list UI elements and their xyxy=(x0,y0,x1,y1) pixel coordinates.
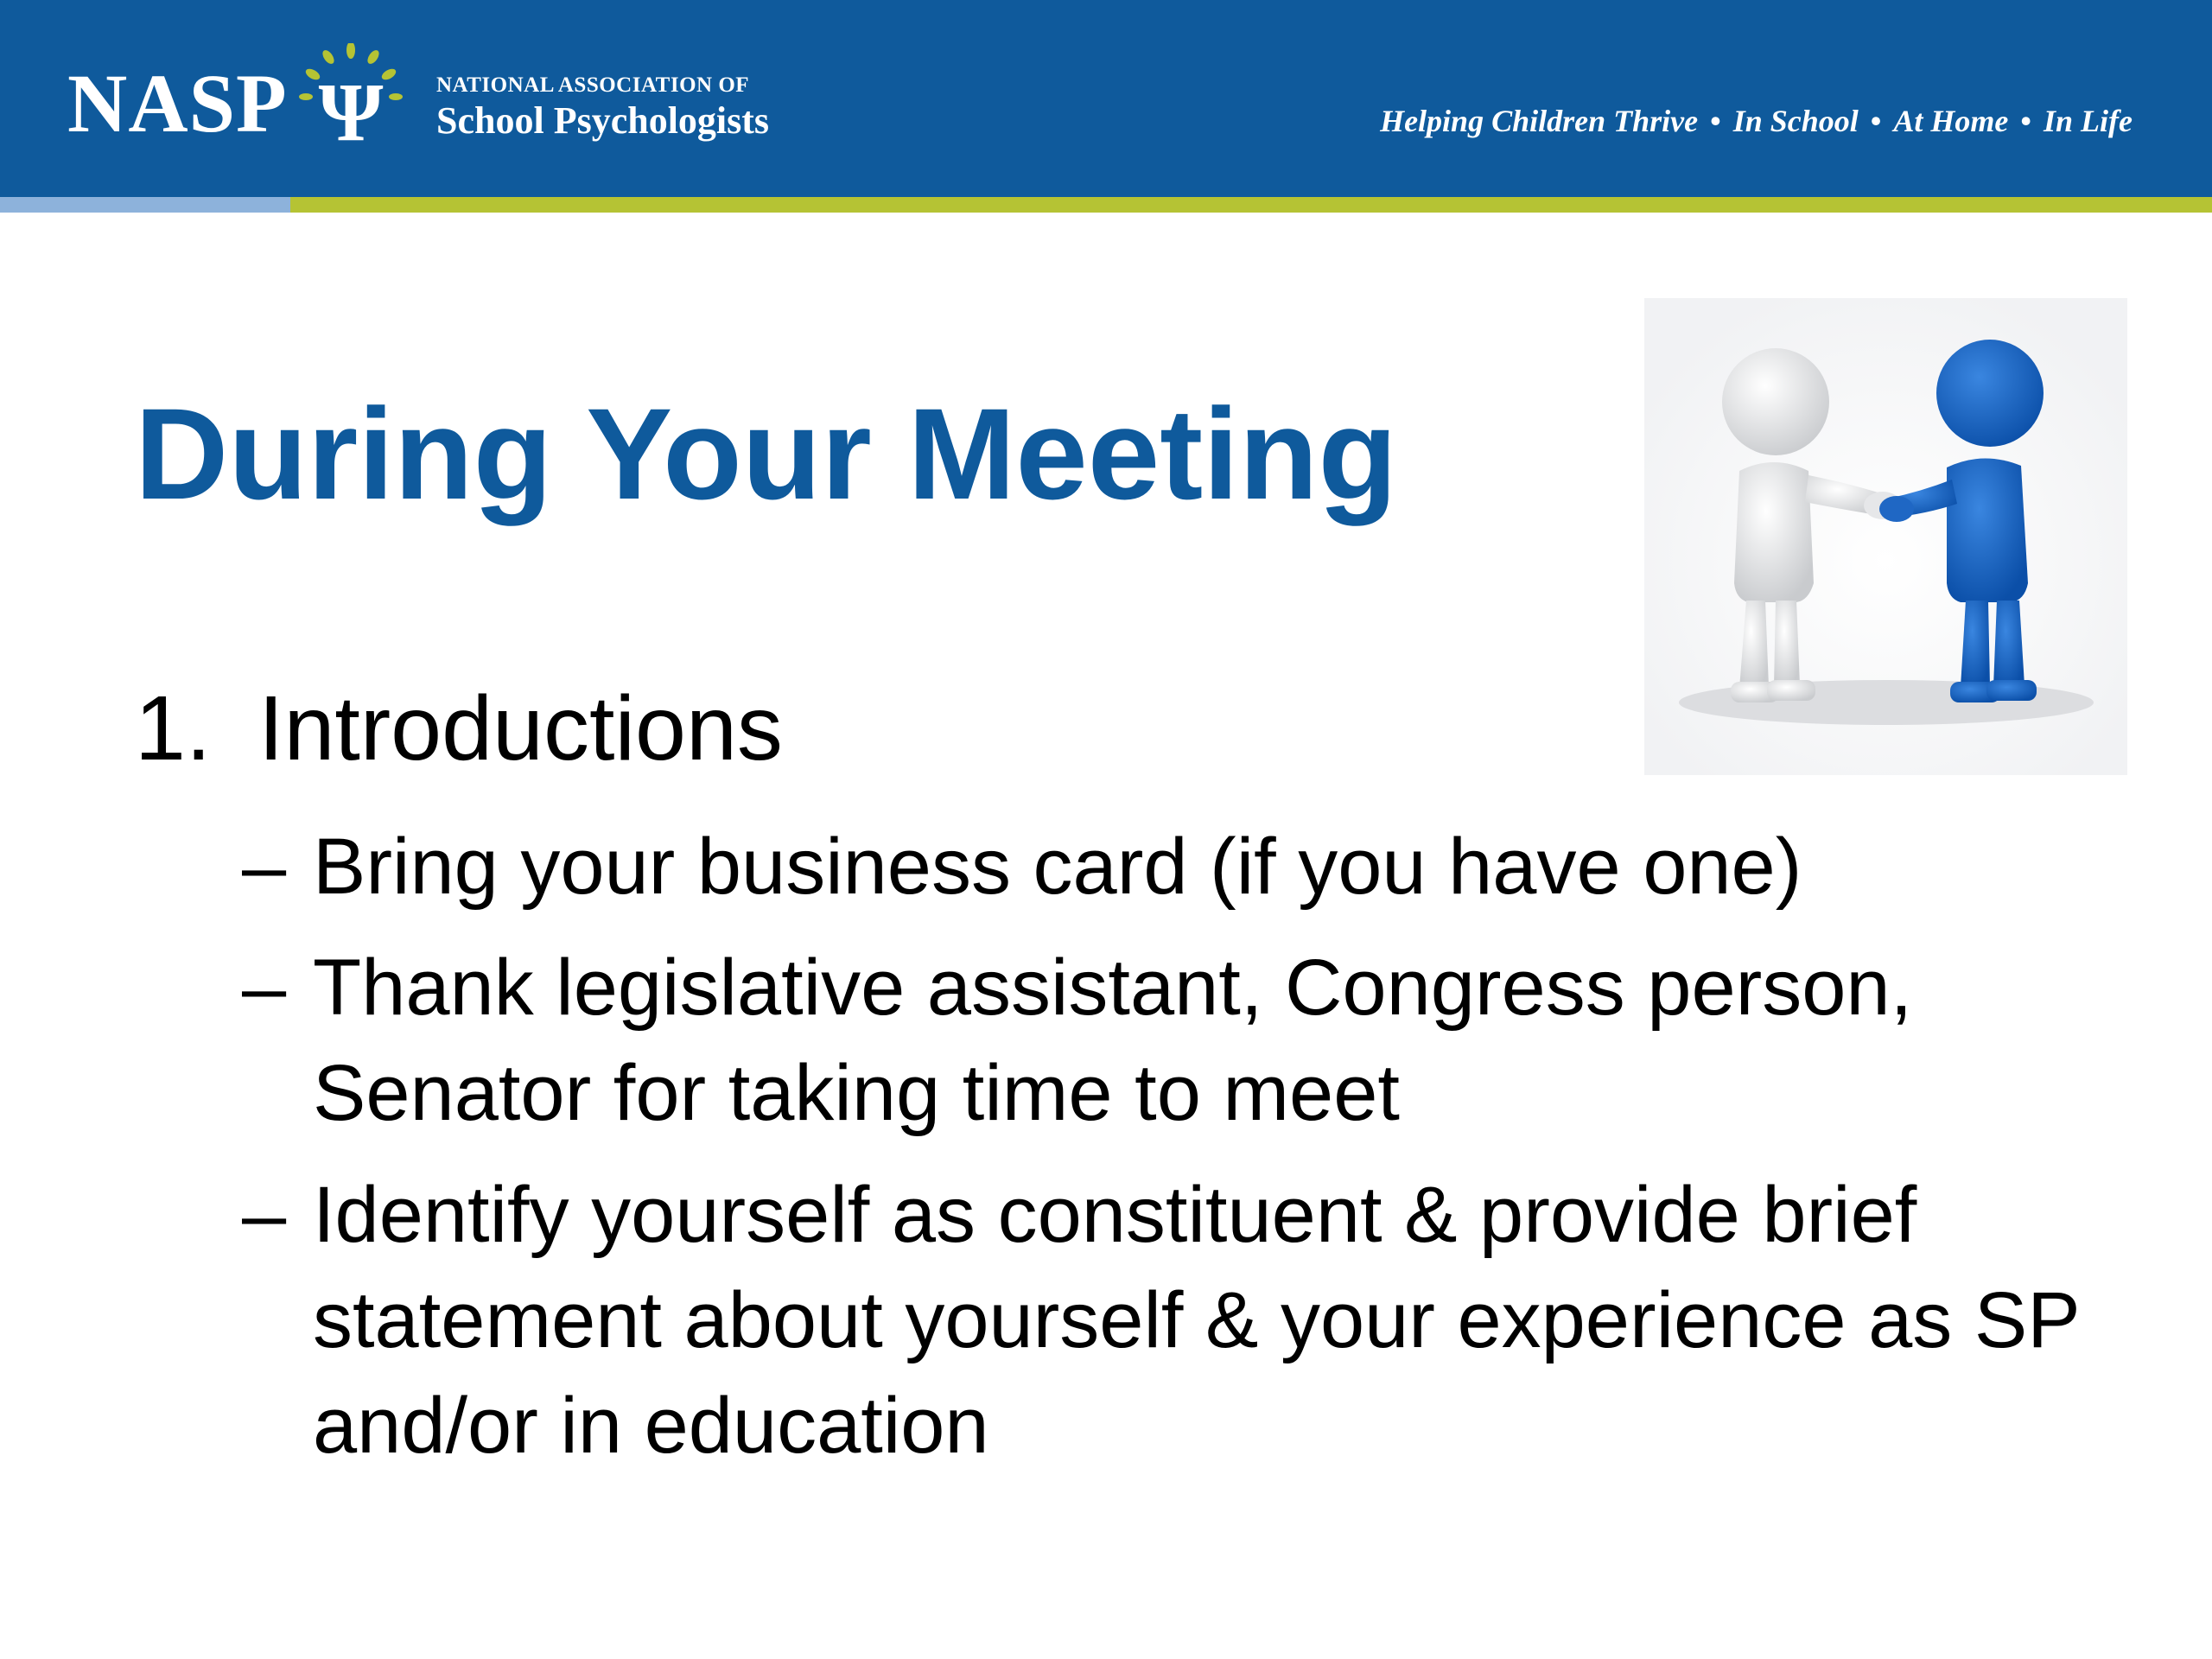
tagline-separator: • xyxy=(1870,104,1882,138)
tagline-separator: • xyxy=(2020,104,2031,138)
sub-list-item-text: Bring your business card (if you have one) xyxy=(313,823,1802,911)
tagline-part: Helping Children Thrive xyxy=(1380,104,1699,138)
tagline-separator: • xyxy=(1710,104,1721,138)
header-accent-stripe-green xyxy=(290,197,2212,213)
logo-org-line2: School Psychologists xyxy=(436,99,770,142)
handshake-illustration xyxy=(1644,298,2127,775)
sub-list-item-text: Thank legislative assistant, Congress person, Senator for taking time to meet xyxy=(313,944,1913,1137)
tagline-part: At Home xyxy=(1893,104,2009,138)
sub-list-item xyxy=(242,935,2143,1146)
dash-bullet: – xyxy=(242,1171,287,1259)
header-tagline xyxy=(1380,105,2133,137)
sub-list-item xyxy=(242,814,2143,919)
svg-text:Ψ: Ψ xyxy=(318,66,384,156)
nasp-logo-text: NASP xyxy=(67,57,288,149)
tagline-part: In School xyxy=(1732,104,1859,138)
list-item-heading: Introductions xyxy=(258,677,783,779)
list-item-number: 1. xyxy=(135,677,212,779)
dash-bullet: – xyxy=(242,944,287,1032)
slide-title: During Your Meeting xyxy=(135,381,1398,526)
sub-list-item-text: Identify yourself as constituent & provide brief statement about yourself & your experience as SP and/or in education xyxy=(313,1171,2079,1470)
tagline-part: In Life xyxy=(2044,104,2133,138)
sub-list-item xyxy=(242,1162,2143,1478)
dash-bullet: – xyxy=(242,823,287,911)
header-accent-stripe-light xyxy=(0,197,290,213)
psi-tree-logo-icon xyxy=(294,43,408,156)
logo-org-line1: NATIONAL ASSOCIATION OF xyxy=(436,73,750,97)
